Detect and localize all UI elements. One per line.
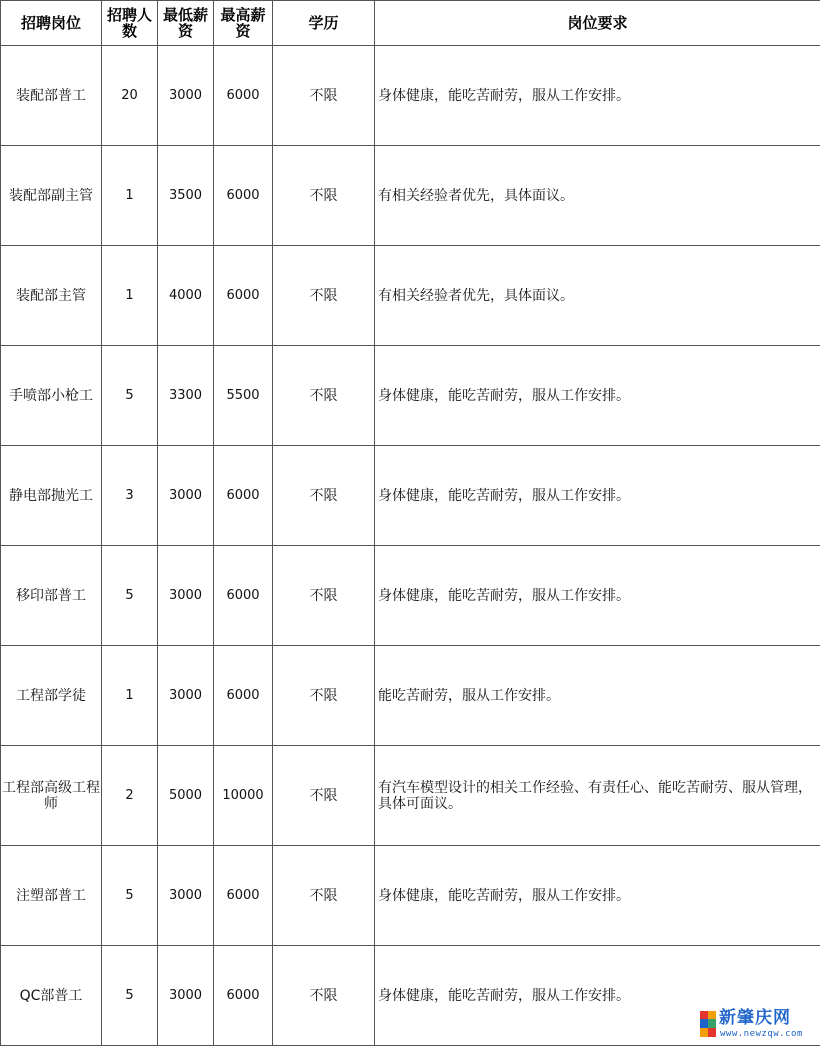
cell-requirements: 有相关经验者优先，具体面议。 [375, 146, 820, 246]
cell-education: 不限 [273, 346, 375, 446]
cell-education: 不限 [273, 846, 375, 946]
cell-min-salary: 5000 [158, 746, 214, 846]
cell-max-salary: 10000 [214, 746, 273, 846]
cell-headcount: 5 [102, 946, 158, 1046]
cell-min-salary: 4000 [158, 246, 214, 346]
site-watermark [700, 1008, 812, 1040]
cell-education: 不限 [273, 546, 375, 646]
cell-max-salary: 5500 [214, 346, 273, 446]
cell-max-salary: 6000 [214, 146, 273, 246]
cell-education: 不限 [273, 246, 375, 346]
cell-requirements: 身体健康，能吃苦耐劳，服从工作安排。 [375, 846, 820, 946]
table-row [1, 246, 820, 346]
cell-max-salary: 6000 [214, 846, 273, 946]
cell-min-salary: 3300 [158, 346, 214, 446]
cell-position: 移印部普工 [1, 546, 102, 646]
header-requirements: 岗位要求 [375, 1, 820, 46]
header-min-salary: 最低薪资 [158, 1, 214, 46]
cell-position: 装配部主管 [1, 246, 102, 346]
cell-education: 不限 [273, 746, 375, 846]
cell-education: 不限 [273, 646, 375, 746]
cell-position: 装配部副主管 [1, 146, 102, 246]
cell-requirements: 身体健康，能吃苦耐劳，服从工作安排。 [375, 546, 820, 646]
table-row [1, 346, 820, 446]
cell-min-salary: 3000 [158, 946, 214, 1046]
cell-max-salary: 6000 [214, 546, 273, 646]
cell-position: 静电部抛光工 [1, 446, 102, 546]
table-row [1, 146, 820, 246]
cell-max-salary: 6000 [214, 946, 273, 1046]
cell-position: 工程部学徒 [1, 646, 102, 746]
cell-education: 不限 [273, 46, 375, 146]
header-position: 招聘岗位 [1, 1, 102, 46]
cell-headcount: 20 [102, 46, 158, 146]
cell-position: QC部普工 [1, 946, 102, 1046]
cell-max-salary: 6000 [214, 646, 273, 746]
header-max-salary: 最高薪资 [214, 1, 273, 46]
cell-headcount: 5 [102, 546, 158, 646]
table-row [1, 546, 820, 646]
cell-min-salary: 3000 [158, 546, 214, 646]
table-row [1, 746, 820, 846]
cell-min-salary: 3000 [158, 446, 214, 546]
watermark-url: www.newzqw.com [720, 1029, 803, 1039]
cell-education: 不限 [273, 446, 375, 546]
header-education: 学历 [273, 1, 375, 46]
cell-headcount: 1 [102, 246, 158, 346]
cell-requirements: 身体健康，能吃苦耐劳，服从工作安排。 [375, 46, 820, 146]
site-logo-icon [700, 1011, 716, 1037]
cell-position: 注塑部普工 [1, 846, 102, 946]
header-headcount: 招聘人数 [102, 1, 158, 46]
cell-requirements: 身体健康，能吃苦耐劳，服从工作安排。 [375, 446, 820, 546]
cell-headcount: 1 [102, 646, 158, 746]
cell-requirements: 身体健康，能吃苦耐劳，服从工作安排。 [375, 946, 820, 1046]
cell-position: 手喷部小枪工 [1, 346, 102, 446]
cell-max-salary: 6000 [214, 46, 273, 146]
cell-requirements: 有汽车模型设计的相关工作经验、有责任心、能吃苦耐劳、服从管理，具体可面议。 [375, 746, 820, 846]
table-row [1, 446, 820, 546]
cell-requirements: 能吃苦耐劳，服从工作安排。 [375, 646, 820, 746]
cell-position: 工程部高级工程师 [1, 746, 102, 846]
cell-headcount: 5 [102, 846, 158, 946]
table-row [1, 46, 820, 146]
cell-headcount: 1 [102, 146, 158, 246]
cell-max-salary: 6000 [214, 446, 273, 546]
table-row [1, 646, 820, 746]
table-row [1, 946, 820, 1046]
watermark-title: 新肇庆网 [719, 1008, 791, 1028]
cell-min-salary: 3000 [158, 846, 214, 946]
cell-headcount: 2 [102, 746, 158, 846]
cell-min-salary: 3500 [158, 146, 214, 246]
cell-education: 不限 [273, 946, 375, 1046]
cell-position: 装配部普工 [1, 46, 102, 146]
cell-requirements: 有相关经验者优先，具体面议。 [375, 246, 820, 346]
cell-headcount: 5 [102, 346, 158, 446]
cell-min-salary: 3000 [158, 646, 214, 746]
table-row [1, 846, 820, 946]
cell-headcount: 3 [102, 446, 158, 546]
cell-requirements: 身体健康，能吃苦耐劳，服从工作安排。 [375, 346, 820, 446]
cell-max-salary: 6000 [214, 246, 273, 346]
cell-min-salary: 3000 [158, 46, 214, 146]
table-header-row [1, 1, 820, 46]
cell-education: 不限 [273, 146, 375, 246]
